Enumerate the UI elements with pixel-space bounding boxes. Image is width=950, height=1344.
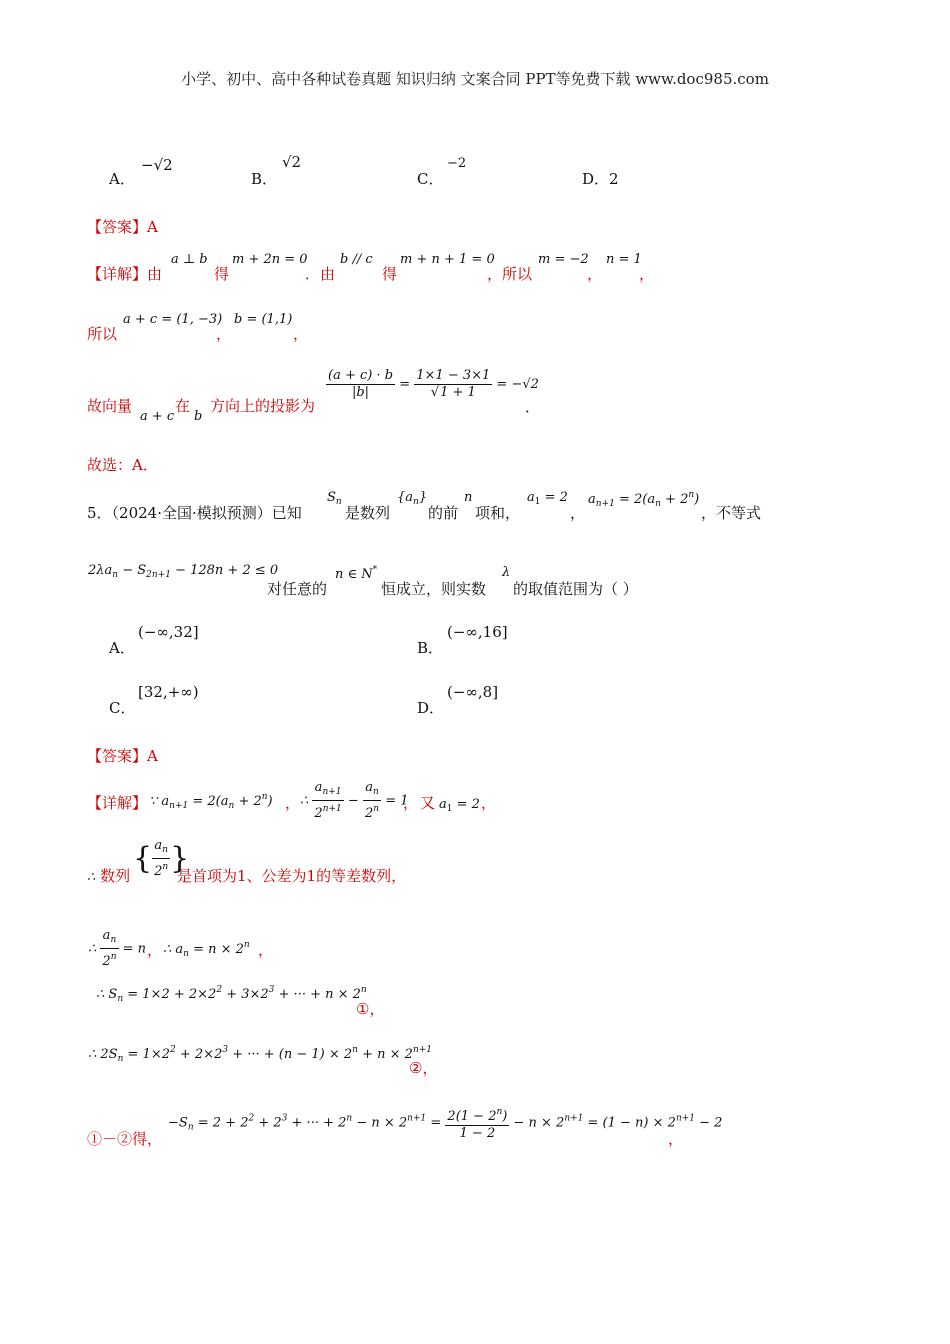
- vector-ac: a + c = (1, −3): [123, 312, 223, 327]
- q5-n: n: [464, 490, 473, 505]
- line2-comma2: ，: [293, 325, 309, 343]
- vector-b: b = (1,1): [234, 312, 293, 327]
- answer-value: A: [147, 218, 158, 236]
- option-a: [109, 168, 135, 189]
- projection-denominator-1: |b|: [351, 385, 370, 400]
- q5-detail-tag: 【详解】: [87, 794, 148, 812]
- projection-formula: [326, 368, 539, 401]
- detail-de: 得: [214, 265, 230, 283]
- line3-ac: a + c: [140, 409, 175, 424]
- line2-comma: ，: [216, 325, 232, 343]
- q5-detail-comma2: ，: [403, 794, 419, 812]
- q5-option-c-value: [32,+∞): [138, 683, 199, 701]
- option-c: [417, 168, 443, 189]
- answer-tag: 【答案】: [87, 218, 148, 236]
- eq-m-value: m = −2: [538, 252, 589, 267]
- option-d: D．2: [582, 170, 619, 188]
- q5-an-comma: ，: [147, 941, 163, 959]
- eq-m-n-1: m + n + 1 = 0: [400, 252, 495, 267]
- q5-budengshi: ，不等式: [701, 504, 762, 522]
- q5-answer-value: A: [147, 747, 158, 765]
- q5-xianghe: 项和，: [475, 504, 521, 522]
- answer-line: [87, 216, 158, 237]
- option-c-label: C．: [417, 170, 444, 188]
- q5-an-line: ∴ $\frac{a_n}{2^n}$ = n: [88, 928, 147, 969]
- projection-numerator-1: (a + c) · b: [328, 368, 394, 383]
- q5-mark-2: ②，: [409, 1059, 438, 1077]
- detail-suoyi: ，所以: [487, 265, 533, 283]
- q5-an-formula: ∴ $a_n = n \times 2^n$: [163, 940, 250, 959]
- q5-detail-diff: ∴ $\frac{a_{n+1}}{2^{n+1}}$ − $\frac{a_n}{2^n}$ = 1: [300, 780, 409, 821]
- projection-fraction-2: [414, 368, 492, 401]
- q5-qian: 的前: [428, 504, 459, 522]
- q5-sn-line-2: ∴ $2S_n = 1\times 2^2 + 2\times 2^3$ + ··· + $(n - 1) \times 2^n + n \times 2^{n+1}$: [88, 1045, 433, 1064]
- q5-diff-prefix: ①－②得，: [87, 1130, 163, 1148]
- q5-option-d-label: D．: [417, 699, 445, 717]
- projection-result: = −√2: [496, 377, 539, 392]
- projection-denominator-2: √1 + 1: [430, 385, 476, 400]
- q5-answer-tag: 【答案】: [87, 747, 148, 765]
- line2-suoyi: 所以: [87, 325, 118, 343]
- q5-option-d-value: (−∞,8]: [447, 683, 499, 701]
- detail-comma: ，: [587, 265, 603, 283]
- q5-diff-comma: ，: [668, 1130, 684, 1148]
- line3-suffix: 方向上的投影为: [210, 397, 316, 415]
- detail-line-1: [87, 263, 162, 284]
- q5-hengcheng: 恒成立，则实数: [381, 580, 487, 598]
- page-header: 小学、初中、高中各种试卷真题 知识归纳 文案合同 PPT等免费下载 www.doc985.com: [181, 70, 769, 88]
- projection-fraction-1: [326, 368, 395, 401]
- detail-tag: 【详解】: [87, 265, 148, 283]
- detail-you: 由: [147, 265, 163, 283]
- q5-detail-a1: $a_1 = 2$: [439, 797, 480, 814]
- line3-period: ．: [525, 398, 541, 416]
- eq-m-2n: m + 2n = 0: [232, 252, 308, 267]
- detail-comma2: ，: [639, 265, 655, 283]
- q5-recurrence: $a_{n+1} = 2(a_n + 2^n)$: [588, 490, 700, 509]
- q5-seq-brace: { $\frac{a_n}{2^n}$ }: [133, 838, 190, 879]
- q5-detail-comma3: ，: [481, 794, 497, 812]
- q4-conclusion: 故选：A．: [87, 456, 158, 474]
- q5-lambda: λ: [502, 565, 511, 580]
- perp-condition: a ⊥ b: [171, 252, 208, 267]
- q5-detail-recurrence: ∵ $a_{n+1} = 2(a_n + 2^n)$: [149, 792, 273, 811]
- option-b: [251, 168, 277, 189]
- q5-option-c-label: C．: [109, 699, 136, 717]
- detail-de2: 得: [382, 265, 398, 283]
- projection-numerator-2: 1×1 − 3×1: [416, 368, 491, 383]
- option-a-value: −√2: [141, 156, 173, 174]
- q5-sn: $S_n$: [327, 490, 342, 507]
- eq-n-value: n = 1: [606, 252, 642, 267]
- q5-seq-desc: 是首项为1、公差为1的等差数列，: [177, 867, 407, 885]
- q5-seq-line: ∴ 数列: [87, 867, 131, 885]
- option-c-value: −2: [447, 156, 467, 171]
- option-b-label: B．: [251, 170, 278, 188]
- option-a-label: A．: [109, 170, 135, 188]
- q5-a1: $a_1 = 2$: [527, 490, 568, 507]
- q5-detail-comma: ，: [285, 794, 301, 812]
- q5-detail-you: 又: [420, 794, 436, 812]
- line3-b: b: [194, 409, 203, 424]
- projection-eq: =: [399, 377, 411, 392]
- q5-an-comma2: ，: [258, 941, 274, 959]
- q5-option-a-label: A．: [109, 639, 135, 657]
- q5-n-in-N: n ∈ N*: [335, 565, 378, 582]
- q5-comma: ，: [570, 504, 586, 522]
- option-b-value: √2: [282, 153, 302, 171]
- q5-inequality: $2\lambda a_n - S_{2n+1} - 128n + 2 \le 0$: [88, 563, 279, 580]
- q5-range: 的取值范围为（ ）: [513, 580, 638, 598]
- q5-an-set: $\{a_n\}$: [397, 490, 428, 507]
- q5-option-b-label: B．: [417, 639, 444, 657]
- q5-sn-line-1: ∴ $S_n = 1\times 2 + 2\times 2^2 + 3\times 2^3$ + ··· + $n \times 2^n$: [96, 985, 367, 1004]
- detail-dot-you: ．由: [305, 265, 336, 283]
- q5-answer-line: [87, 745, 158, 766]
- q5-option-a-value: (−∞,32]: [138, 623, 199, 641]
- q5-option-b-value: (−∞,16]: [447, 623, 508, 641]
- q5-number: 5．（2024·全国·模拟预测）已知: [87, 504, 302, 522]
- line3-zai: 在: [175, 397, 191, 415]
- q5-renyi: 对任意的: [267, 580, 328, 598]
- q5-is-seq: 是数列: [345, 504, 391, 522]
- line3-prefix: 故向量: [87, 397, 133, 415]
- q5-mark-1: ①，: [356, 1000, 385, 1018]
- q5-diff-formula: $-S_n = 2 + 2^2 + 2^3$ + ··· + $2^n - n \times 2^{n+1}$ = $\frac{2(1 - 2^n)}{1 - 2}$ − $n \times 2^{n+1} = (1 - n) \times 2^{n+1} - 2$: [168, 1104, 722, 1142]
- par-condition: b // c: [340, 252, 373, 267]
